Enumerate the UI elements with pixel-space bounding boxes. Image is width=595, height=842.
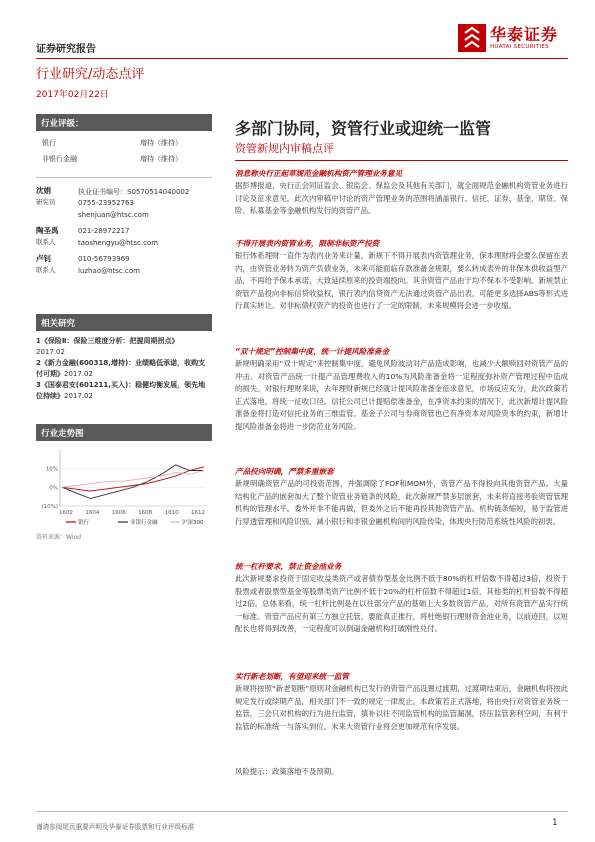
- y-tick-label: 0%: [49, 485, 58, 492]
- x-tick-label: 1608: [138, 510, 153, 516]
- section-paragraph: 据彭博报道，央行正会同证监会、银监会、保监会及其他有关部门，就全面规范金融机构资管业务进行讨论及征求意见。此次内审稿中讨论的资产管理业务的范围将涵盖银行、信托、证券、基金、期货、保险、私募基金等金融机构发行的资管产品。: [235, 181, 568, 215]
- header-divider: [36, 58, 568, 59]
- series-line: [62, 471, 204, 488]
- x-tick-label: 1610: [164, 510, 179, 516]
- legend-label: 银行: [78, 520, 90, 526]
- analyst-name: 沈娟: [36, 186, 51, 195]
- section-paragraph: 此次新规要求投资于固定收益类资产或者债券型基金比例不低于80%的杠杆倍数不得超过3倍，投资于股票或者股票型基金等股票类资产比例不低于20%的杠杆倍数不得超过1倍，其他类的杠杆倍数不得超过2倍。总体来看，统一杠杆比例是在以往部分产品的基础上大多数资管产品，对所有资管产品实行统一标准。资管产品应有第三方独立托管，要能真正推行，将杜绝银行理财资金池业务，以前迹回，以短配长也将得到改善，一定程度可以倒逼金融机构打破刚性兑付。: [235, 574, 568, 633]
- company-logo: [458, 20, 568, 58]
- section-heading: 消息称央行正起草规范金融机构资产管理业务意见: [235, 169, 403, 178]
- section-paragraph: 新规将按照“新老划断”原则对金融机构已发行的资管产品设置过渡期，过渡期结束后，金融机构将按此规定发行或续期产品，相关部门不一致的规定一律废止。本政策若正式落地，将由央行对资管业务统一监管，三会只对机构的行为进行监管，填补以往不同监管机构的监管漏洞，挤压监管套利空间，有利于监管的标准统一与落实到位，未来大资管行业将会更加规范有序发展。: [235, 684, 568, 731]
- x-tick-label: 1602: [59, 510, 73, 516]
- logo-text: 华泰证券: [490, 25, 559, 44]
- related-research-header: 相关研究: [36, 314, 212, 331]
- y-tick-label: 10%: [45, 466, 58, 473]
- section-paragraph: 银行体系理财一直作为表内业务来计量，新规下不得开展表内资管理业务，保本理财将会要么保留在表内，由资管业务转为资产负债业务，未来可能面临存款准备金规限，要么转成表外的非保本供收益型产品，不再给予保本承诺，大致延续原来的投资端投向。其余资管产品由于均不保本不受影响。新规禁止资管产品投向非标信贷收益权，银行表内信贷资产无法通过资管产品出表，可能更多选择ABS等形式进行真实转让。对非标债权资产的投资也进行了一定的限制，未来规模将会进一步收缩。: [235, 251, 568, 310]
- section-heading: 产品投向明确，严禁多重嵌套: [235, 467, 334, 476]
- risk-warning: 风险提示：政策落地不及预期。: [235, 767, 339, 776]
- rating-value: 增持（维持）: [140, 155, 182, 163]
- analyst-email[interactable]: taoshengyu@htsc.com: [78, 239, 159, 247]
- related-item-date: 2017.02: [36, 348, 65, 356]
- series-line: [62, 465, 204, 499]
- page-title: 多部门协同，资管行业或迎统一监管: [235, 119, 492, 138]
- sidebar-divider: [36, 177, 212, 178]
- footer-disclaimer[interactable]: 谨请参阅尾页重要声明及华泰证券股票和行业评级标准: [36, 823, 195, 831]
- related-item-title: 2《新力金融(600318,增持)：业绩略低承诺，收购支付可期》: [36, 359, 206, 378]
- related-item-date: 2017.02: [64, 370, 93, 378]
- related-item[interactable]: [36, 380, 212, 402]
- analyst-email[interactable]: shenjuan@htsc.com: [78, 211, 149, 219]
- analyst-phone: 010-56793969: [78, 255, 130, 263]
- section-paragraph: 新规明确采用“双十规定”来控制集中度，避免风险波动对产品造成影响，也减少大额赎回对资管产品的冲击。对资管产品统一计提产品管理费收入的10%为风险准备金将一定程度弥补资产管理过程中造成的损失。对银行理财来说，去年理财新规已经就计提风险准备金征求意见，市场反应充分，此次政策若正式落地，将统一征收口径。信托公司已计提赔偿准备金，在净资本约束的情况下，此次新增计提风险准备金将打造对信托业务的三维监管。基金子公司与券商资管也已有净资本对风险资本的约束，新增计提风险准备金将进一步防范业务风险。: [235, 359, 568, 431]
- section-heading: 统一杠杆要求，禁止资金池业务: [235, 562, 342, 571]
- logo-subtext: HUATAI SECURITIES: [490, 44, 549, 50]
- report-type: 证券研究报告: [36, 44, 96, 55]
- analyst-license: 执业证书编号：S0570514040002: [78, 188, 190, 196]
- x-tick-label: 1604: [85, 510, 100, 516]
- page-number: 1: [552, 818, 558, 828]
- related-item-title: 1《保险Ⅱ：保险三维度分析：把握周期拐点》: [36, 337, 179, 345]
- trend-chart-header: 行业走势图: [36, 424, 212, 441]
- section-heading: 不得开展表内资管业务，限制非标资产投资: [235, 239, 380, 248]
- analyst-role: 联系人: [36, 266, 56, 274]
- trend-chart: [36, 446, 212, 528]
- analyst-phone: 021-28972217: [78, 227, 130, 235]
- related-item[interactable]: [36, 336, 212, 358]
- legend-label: 沪深300: [182, 520, 204, 526]
- section-heading: “双十规定”控制集中度，统一计提风险准备金: [235, 347, 390, 356]
- analyst-phone: 0755-23952763: [78, 199, 134, 207]
- x-tick-label: 1606: [111, 510, 126, 516]
- report-category: 行业研究/动态点评: [36, 67, 145, 82]
- y-tick-label: (10%): [41, 504, 58, 510]
- related-item[interactable]: [36, 358, 212, 380]
- title-divider: [235, 160, 568, 161]
- rating-header: 行业评级：: [36, 114, 212, 131]
- related-item-date: 2017.02: [64, 392, 93, 400]
- section-paragraph: 新规明确资管产品的可投资范围，并强调除了FOF和MOM外，资管产品不得投向其他资管产品。大量结构化产品的嵌套加大了整个资管业务链条的风险，此次新规严禁多层嵌套，未来将直接考验资管管理机构的管理水平。委外并非不能再做，但委外之后不能再投其他资管产品。机构链条缩短，易于监管进行穿透管理和风险识别，减小银行和非银金融机构间的风险传染，体现央行防范系统性风险的初衷。: [235, 479, 568, 526]
- analyst-role: 研究员: [36, 198, 56, 206]
- rating-sector: 非银行金融: [42, 155, 77, 163]
- page-subtitle: 资管新规内审稿点评: [235, 142, 334, 155]
- analyst-name: 卢钊: [36, 254, 51, 263]
- x-tick-label: 1612: [191, 510, 205, 516]
- related-item-title: 3《国泰君安(601211,买入)：稳健均衡发展，领先地位持续》: [36, 381, 206, 400]
- related-list: [36, 336, 212, 402]
- footer-divider: [36, 811, 568, 812]
- legend-label: 非银行金融: [130, 520, 158, 526]
- report-date: 2017年02月22日: [36, 90, 109, 100]
- section-heading: 实行新老划断，有望迎来统一监管: [235, 672, 349, 681]
- analyst-role: 联系人: [36, 238, 56, 246]
- rating-value: 增持（维持）: [140, 139, 182, 147]
- analyst-email[interactable]: luzhao@htsc.com: [78, 267, 140, 275]
- logo-mark-icon: [458, 24, 486, 52]
- chart-source: 资料来源：Wind: [36, 534, 82, 541]
- analyst-name: 陶圣禹: [36, 226, 59, 235]
- rating-sector: 银行: [42, 139, 56, 147]
